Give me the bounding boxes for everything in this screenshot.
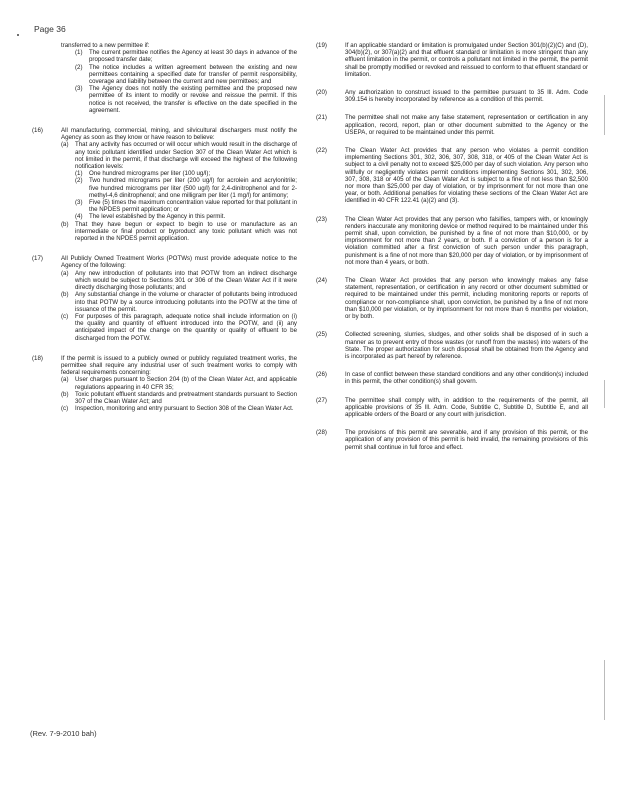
condition-17 [32, 255, 297, 341]
list-item: (c) For purposes of this paragraph, adequate notice shall include information on (i) the quality and quantity of effluent introduced into the POTW, and (ii) any anticipated impact of the change on the quantity or quality of effluent to be discharged from the POTW. [61, 312, 297, 342]
left-column [32, 42, 297, 423]
continued-condition [32, 42, 297, 114]
condition-16 [32, 127, 297, 242]
condition-text: All Publicly Owned Treatment Works (POTWs) must provide adequate notice to the Agency of the following: [61, 255, 297, 270]
list-item: (4) The level established by the Agency in this permit. [75, 213, 226, 221]
transfer-conditions [61, 49, 297, 114]
page-number: Page 36 [34, 24, 66, 34]
list-item: (3) The Agency does not notify the existing permittee and the proposed new permittee of its intent to modify or revoke and reissue the permit. If this notice is not received, the transfer is effective on the date specified in the agreement. [75, 85, 297, 114]
condition-20: (20) Any authorization to construct issued to the permittee pursuant to 35 Ill. Adm. Code 309.154 is hereby incorporated by reference as a condition of this permit. [316, 89, 588, 104]
condition-25: (25) Collected screening, slurries, sludges, and other solids shall be disposed of in such a manner as to prevent entry of those wastes (or runoff from the wastes) into waters of the State. The proper authorization for such disposal shall be obtained from the Agency and is incorporated as part hereof by reference. [316, 331, 588, 360]
list-item: (a) User charges pursuant to Section 204 (b) of the Clean Water Act, and applicable regulations appearing in 40 CFR 35; [61, 376, 297, 391]
list-item: (2) Two hundred micrograms per liter (200 ug/l) for acrolein and acrylonitrile; five hundred micrograms per liter (500 ug/l) for 2,4-dinitrophenol and for 2-methyl-4,6 dinitrophenol; and one milligram per liter (1 mg/l) for antimony; [75, 177, 297, 199]
condition-number: (18) [32, 354, 43, 362]
condition-21: (21) The permittee shall not make any false statement, representation or certification in any application, record, report, plan or other document submitted to the Agency or the USEPA, or required to be maintained under this permit. [316, 114, 588, 136]
list-item: (a) Any new introduction of pollutants into that POTW from an indirect discharge which would be subject to Sections 301 or 306 of the Clean Water Act if it were directly discharging those pollutants; and [61, 269, 297, 292]
list-item: (b) Toxic pollutant effluent standards and pretreatment standards pursuant to Section 307 of the Clean Water Act; and [61, 390, 297, 405]
condition-text: All manufacturing, commercial, mining, and silvicultural dischargers must notify the Agency as soon as they know or have reason to believe: [61, 127, 297, 142]
condition-24: (24) The Clean Water Act provides that any person who knowingly makes any false statement, representation, or certification in any record or other document submitted or required to be maintained under this permit, including monitoring reports or reports of compliance or non-compliance shall, upon conviction, be punished by a fine of not more than $10,000 per violation, or by imprisonment for not more than 6 months per violation, or by both. [316, 277, 588, 321]
list-item: (1) One hundred micrograms per liter (100 ug/l); [75, 170, 211, 178]
condition-28: (28) The provisions of this permit are severable, and if any provision of this permit, or the application of any provision of this permit is held invalid, the remaining provisions of this permit shall continue in full force and effect. [316, 429, 588, 451]
continued-intro: transferred to a new permittee if: [61, 42, 150, 49]
condition-number: (17) [32, 255, 43, 263]
page-mark [17, 34, 19, 36]
right-column [316, 42, 588, 462]
condition-22: (22) The Clean Water Act provides that any person who violates a permit condition implementing Sections 301, 302, 306, 307, 308, 318, or 405 of the Clean Water Act is subject to a civil penalty not to exceed $25,000 per day of such violation. Any person who willfully or negligently violates permit conditions implementing Sections 301, 302, 306, 307, 308, 318 or 405 of the Clean Water Act is subject to a fine of not less than $2,500 nor more than $25,000 per day of violation, or by imprisonment for not more than one year, or both. Additional penalties for violating these sections of the Clean Water Act are identified in 40 CFR 122.41 (a)(2) and (3). [316, 147, 588, 205]
condition-18 [32, 355, 297, 413]
condition-23: (23) The Clean Water Act provides that any person who falsifies, tampers with, or knowingly renders inaccurate any monitoring device or method required to be maintained under this permit shall, upon conviction, be punished by a fine of not more than $10,000, or by imprisonment for not more than 2 years, or both. If a conviction of a person is for a violation committed after a first conviction of such person under this paragraph, punishment is a fine of not more than $20,000 per day of violation, or by imprisonment of not more than 4 years, or both. [316, 215, 588, 266]
condition-27: (27) The permittee shall comply with, in addition to the requirements of the permit, all applicable provisions of 35 Ill. Adm. Code, Subtitle C, Subtitle D, Subtitle E, and all applicable orders of the Board or any court with jurisdiction. [316, 396, 588, 418]
condition-text: If the permit is issued to a publicly owned or publicly regulated treatment works, the permittee shall require any industrial user of such treatment works to comply with federal requirements concerning: [61, 354, 297, 377]
list-item: (b) Any substantial change in the volume or character of pollutants being introduced into that POTW by a source introducing pollutants into the POTW at the time of issuance of the permit. [61, 291, 297, 313]
subcondition-b: (b) That they have begun or expect to begin to use or manufacture as an intermediate or final product or byproduct any toxic pollutant which was not reported in the NPDES permit application. [61, 220, 297, 243]
scan-edge-mark [604, 380, 605, 408]
condition-26: (26) In case of conflict between these standard conditions and any other condition(s) included in this permit, the other condition(s) shall govern. [316, 371, 588, 386]
revision-footer: (Rev. 7-9-2010 bah) [30, 729, 97, 738]
condition-19: (19) If an applicable standard or limitation is promulgated under Section 301(b)(2)(C) and (D), 304(b)(2), or 307(a)(2) and that effluent standard or limitation is more stringent than any effluent limitation in the permit, or controls a pollutant not limited in the permit, the permit shall be promptly modified or revoked and reissued to conform to that effluent standard or limitation. [316, 42, 588, 78]
subcondition-a: (a) That any activity has occurred or will occur which would result in the discharge of any toxic pollutant identified under Section 307 of the Clean Water Act which is not limited in the permit, if that discharge will exceed the highest of the following notification levels: (1) One hundred micrograms per liter (100 ug/l); (2) Two hundred micrograms per liter (200 ug/l) for acrolein and acrylonitrile; five hundred micrograms per liter (500 ug/l) for 2,4-dinitrophenol and for 2-methyl-4,6 dinitrophenol; and one milligram per liter (1 mg/l) for antimony; (3) Five (5) times the maximum concentration value reported for that pollutant in the NPDES permit application; or (4) The level established by the Agency in this permit. [61, 141, 297, 221]
list-item: (2) The notice includes a written agreement between the existing and new permittees containing a specified date for transfer of permit responsibility, coverage and liability between the current and new permittees; and [75, 63, 297, 86]
list-item: (1) The current permittee notifies the Agency at least 30 days in advance of the proposed transfer date; [75, 49, 297, 64]
list-item: (3) Five (5) times the maximum concentration value reported for that pollutant in the NPDES permit application; or [75, 199, 297, 214]
scan-edge-mark [604, 660, 605, 720]
list-item: (c) Inspection, monitoring and entry pursuant to Section 308 of the Clean Water Act. [61, 405, 294, 413]
scan-edge-mark [604, 95, 605, 135]
condition-number: (16) [32, 127, 43, 135]
